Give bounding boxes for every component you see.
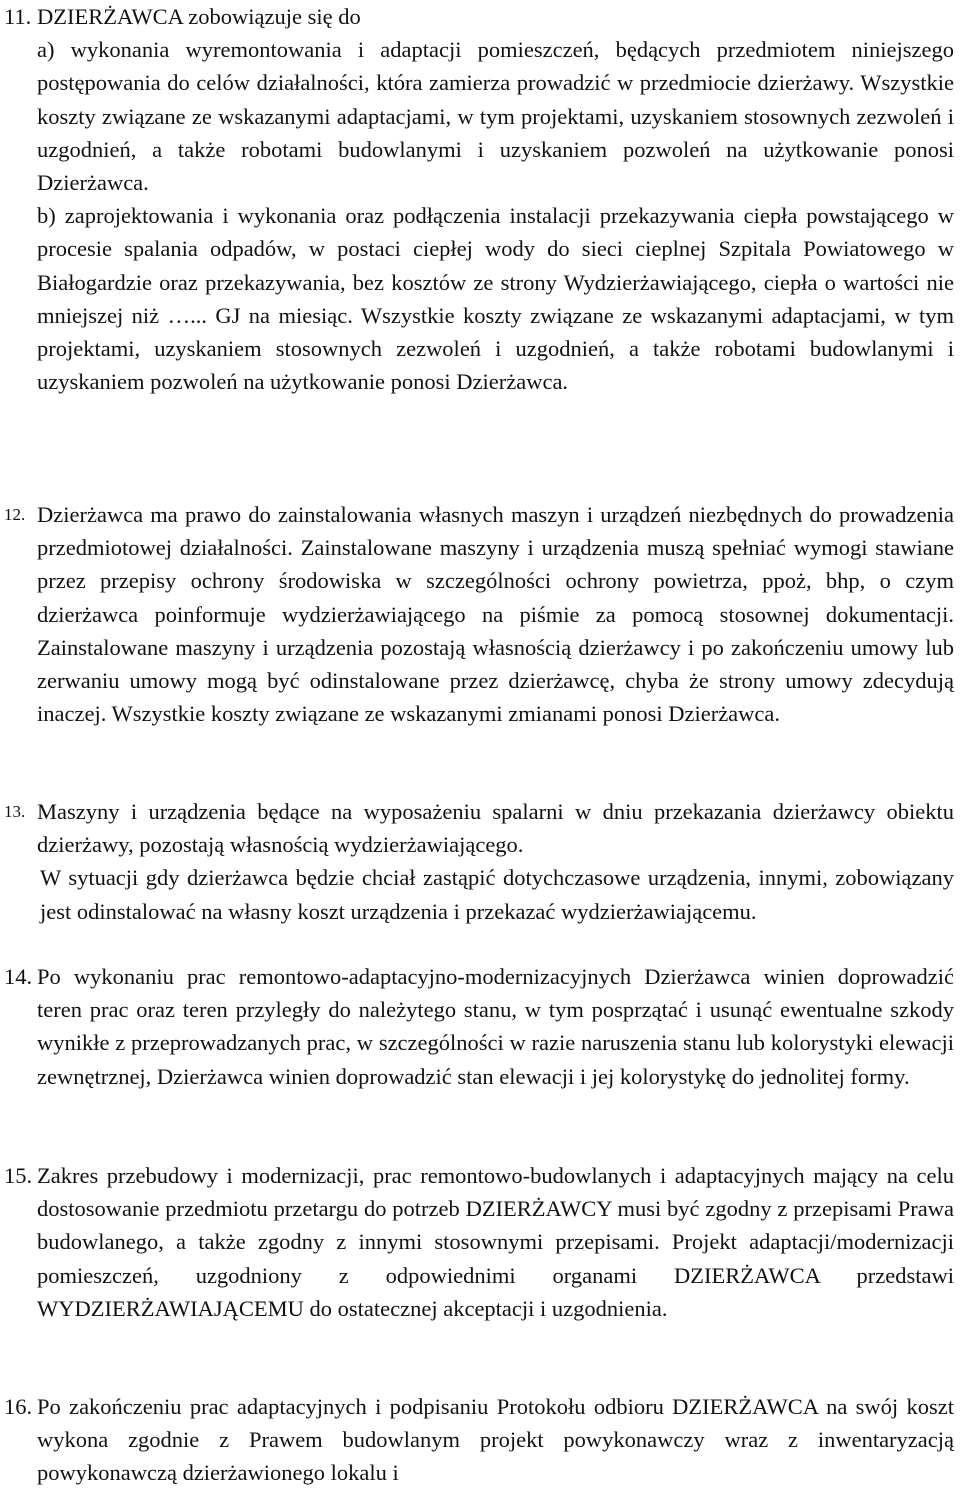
section-12 bbox=[4, 498, 954, 730]
section-13-extra: W sytuacji gdy dzierżawca będzie chciał zastąpić dotychczasowe urządzenia, innymi, zobowiązany jest odinstalować na własny koszt urządzenia i przekazać wydzierżawiającemu. bbox=[40, 865, 954, 924]
section-13 bbox=[4, 795, 954, 928]
section-14-text: Po wykonaniu prac remontowo-adaptacyjno-modernizacyjnych Dzierżawca winien doprowadzić teren prac oraz teren przyległy do należytego stanu, w tym posprzątać i usunąć ewentualne szkody wynikłe z przeprowadzanych prac, w szczególności w razie naruszenia stanu lub kolorystyki elewacji zewnętrznej, Dzierżawca winien doprowadzić stan elewacji i jej kolorystykę do jednolitej formy. bbox=[37, 964, 954, 1089]
section-number: 11. bbox=[4, 4, 32, 29]
section-15-text: Zakres przebudowy i modernizacji, prac remontowo-budowlanych i adaptacyjnych mający na celu dostosowanie przedmiotu przetargu do potrzeb DZIERŻAWCY musi być zgodny z przepisami Prawa budowlanego, a także zgodny z innymi stosownymi przepisami. Projekt adaptacji/modernizacji pomieszczeń, uzgodniony z odpowiednimi organami DZIERŻAWCA przedstawi WYDZIERŻAWIAJĄCEMU do ostatecznej akceptacji i uzgodnienia. bbox=[37, 1163, 954, 1321]
section-16 bbox=[4, 1390, 954, 1490]
section-11 bbox=[4, 0, 954, 398]
section-14 bbox=[4, 960, 954, 1093]
section-12-text: Dzierżawca ma prawo do zainstalowania własnych maszyn i urządzeń niezbędnych do prowadzenia przedmiotowej działalności. Zainstalowane maszyny i urządzenia muszą spełniać wymogi stawiane przez przepisy ochrony środowiska w szczególności ochrony powietrza, ppoż, bhp, o czym dzierżawca poinformuje wydzierżawiającego na piśmie za pomocą stosownej dokumentacji. Zainstalowane maszyny i urządzenia pozostają własnością dzierżawcy i po zakończeniu umowy lub zerwaniu umowy mogą być odinstalowane przez dzierżawcę, chyba że strony umowy zdecydują inaczej. Wszystkie koszty związane ze wskazanymi zmianami ponosi Dzierżawca. bbox=[37, 502, 954, 727]
section-number: 15. bbox=[4, 1163, 33, 1188]
section-13-text: Maszyny i urządzenia będące na wyposażeniu spalarni w dniu przekazania dzierżawcy obiektu dzierżawy, pozostają własnością wydzierżawiającego. bbox=[37, 799, 954, 858]
clause-a-row bbox=[4, 33, 954, 199]
section-15 bbox=[4, 1159, 954, 1325]
section-heading: DZIERŻAWCA zobowiązuje się do bbox=[37, 4, 361, 29]
section-number: 12. bbox=[4, 505, 26, 524]
clause-b: b) zaprojektowania i wykonania oraz podłączenia instalacji przekazywania ciepła powstającego w procesie spalania odpadów, w postaci ciepłej wody do sieci cieplnej Szpitala Powiatowego w Białogardzie oraz przekazywania, bez kosztów ze strony Wydzierżawiającego, ciepła o wartości nie mniejszej niż …... GJ na miesiąc. Wszystkie koszty związane ze wskazanymi adaptacjami, w tym projektami, uzyskaniem stosownych zezwoleń i uzgodnień, a także robotami budowlanymi i uzyskaniem pozwoleń na użytkowanie ponosi Dzierżawca. bbox=[37, 203, 954, 395]
section-11-heading-row bbox=[4, 0, 954, 33]
clause-a: a) wykonania wyremontowania i adaptacji pomieszczeń, będących przedmiotem niniejszego postępowania do celów działalności, która zamierza prowadzić w przedmiocie dzierżawy. Wszystkie koszty związane ze wskazanymi adaptacjami, w tym projektami, uzyskaniem stosownych zezwoleń i uzgodnień, a także robotami budowlanymi i uzyskaniem pozwoleń na użytkowanie ponosi Dzierżawca. bbox=[37, 37, 954, 196]
section-number: 13. bbox=[4, 802, 26, 821]
section-16-text: Po zakończeniu prac adaptacyjnych i podpisaniu Protokołu odbioru DZIERŻAWCA na swój koszt wykona zgodnie z Prawem budowlanym projekt powykonawczy wraz z inwentaryzacją powykonawczą dzierżawionego lokalu i bbox=[37, 1394, 954, 1486]
clause-b-row bbox=[4, 199, 954, 398]
section-number: 14. bbox=[4, 964, 33, 989]
section-number: 16. bbox=[4, 1394, 33, 1419]
